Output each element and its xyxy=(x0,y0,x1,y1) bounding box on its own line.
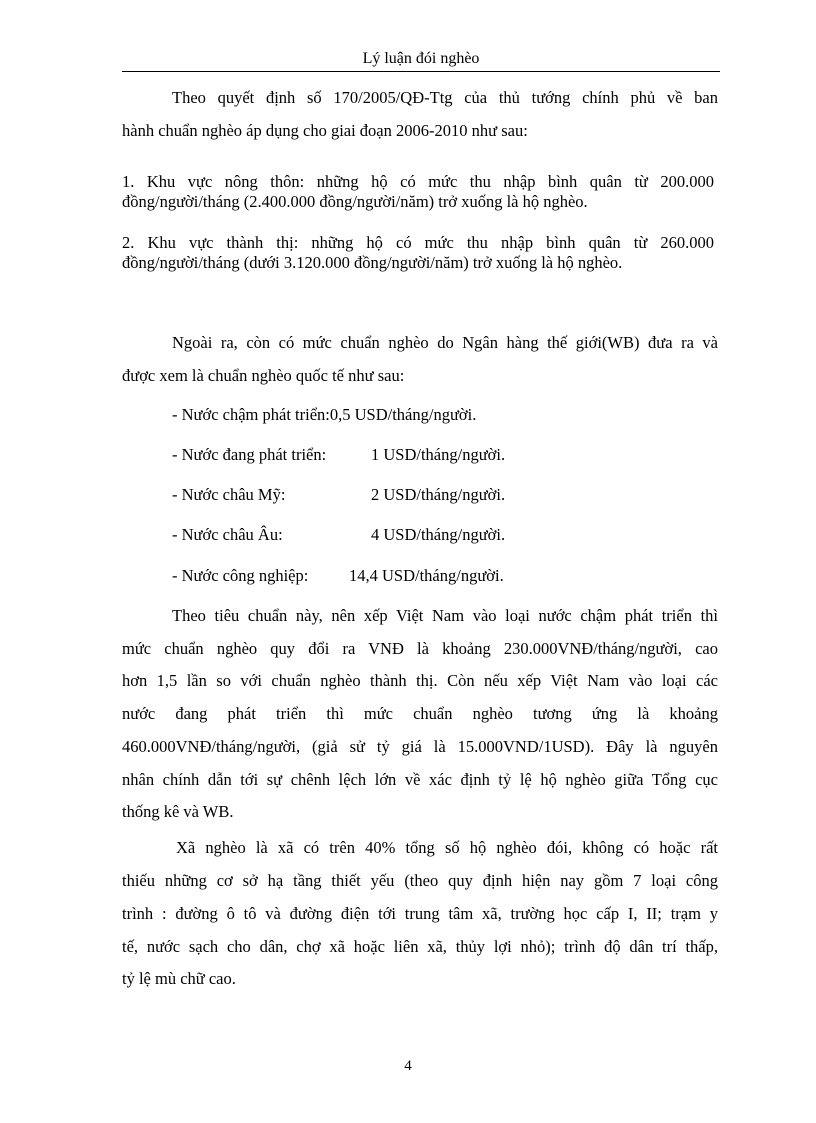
paragraph-4-line-1: Xã nghèo là xã có trên 40% tổng số hộ nghèo đói, không có hoặc rất xyxy=(176,838,718,857)
page-number: 4 xyxy=(404,1058,412,1074)
paragraph-3-line-4: nước đang phát triển thì mức chuẩn nghèo tương ứng là khoảng xyxy=(122,704,718,723)
wb-list-item xyxy=(172,485,572,505)
wb-list-value: 0,5 USD/tháng/người. xyxy=(329,405,477,424)
paragraph-4-line-5: tỷ lệ mù chữ cao. xyxy=(122,969,236,988)
paragraph-4-line-2: thiếu những cơ sở hạ tầng thiết yếu (theo quy định hiện nay gồm 7 loại công xyxy=(122,871,718,890)
item-1-line-1: 1. Khu vực nông thôn: những hộ có mức thu nhập bình quân từ 200.000 xyxy=(122,172,714,191)
page-header-title: Lý luận đói nghèo xyxy=(362,50,480,67)
wb-list-label: - Nước công nghiệp: xyxy=(172,566,309,585)
paragraph-4-line-4: tế, nước sạch cho dân, chợ xã hoặc liên xã, thủy lợi nhỏ); trình độ dân trí thấp, xyxy=(122,937,718,956)
wb-list-item xyxy=(172,525,572,545)
paragraph-3-line-6: nhân chính dẫn tới sự chênh lệch lớn về xác định tỷ lệ hộ nghèo giữa Tổng cục xyxy=(122,770,718,789)
item-1-line-2: đồng/người/tháng (2.400.000 đồng/người/năm) trở xuống là hộ nghèo. xyxy=(122,192,588,211)
wb-list-label: - Nước châu Âu: xyxy=(172,525,283,544)
wb-list-value: 4 USD/tháng/người. xyxy=(371,525,506,544)
wb-list-value: 2 USD/tháng/người. xyxy=(371,485,506,504)
paragraph-2-line-1: Ngoài ra, còn có mức chuẩn nghèo do Ngân hàng thế giới(WB) đưa ra và xyxy=(172,333,718,352)
paragraph-3-line-2: mức chuẩn nghèo quy đổi ra VNĐ là khoảng 230.000VNĐ/tháng/người, cao xyxy=(122,639,718,658)
paragraph-2-line-2: được xem là chuẩn nghèo quốc tế như sau: xyxy=(122,366,405,385)
header-divider xyxy=(122,71,720,72)
paragraph-3-line-5: 460.000VNĐ/tháng/người, (giả sử tỷ giá là 15.000VND/1USD). Đây là nguyên xyxy=(122,737,718,756)
paragraph-3-line-7: thống kê và WB. xyxy=(122,802,234,821)
item-2-line-2: đồng/người/tháng (dưới 3.120.000 đồng/người/năm) trở xuống là hộ nghèo. xyxy=(122,253,623,272)
wb-list-label: - Nước đang phát triển: xyxy=(172,445,327,464)
item-2-line-1: 2. Khu vực thành thị: những hộ có mức thu nhập bình quân từ 260.000 xyxy=(122,233,714,252)
wb-list-item xyxy=(172,445,572,465)
paragraph-3-line-1: Theo tiêu chuẩn này, nên xếp Việt Nam vào loại nước chậm phát triển thì xyxy=(172,606,718,625)
wb-list-item xyxy=(172,566,572,586)
paragraph-1-line-1: Theo quyết định số 170/2005/QĐ-Ttg của thủ tướng chính phủ về ban xyxy=(172,88,718,107)
paragraph-4-line-3: trình : đường ô tô và đường điện tới trung tâm xã, trường học cấp I, II; trạm y xyxy=(122,904,718,923)
wb-list-value: 1 USD/tháng/người. xyxy=(371,445,506,464)
wb-list-label: - Nước chậm phát triển: xyxy=(172,405,330,424)
wb-list-value: 14,4 USD/tháng/người. xyxy=(349,566,504,585)
wb-list-item xyxy=(172,405,476,425)
wb-list-label: - Nước châu Mỹ: xyxy=(172,485,286,504)
paragraph-1-line-2: hành chuẩn nghèo áp dụng cho giai đoạn 2006-2010 như sau: xyxy=(122,121,528,140)
paragraph-3-line-3: hơn 1,5 lần so với chuẩn nghèo thành thị. Còn nếu xếp Việt Nam vào loại các xyxy=(122,671,718,690)
